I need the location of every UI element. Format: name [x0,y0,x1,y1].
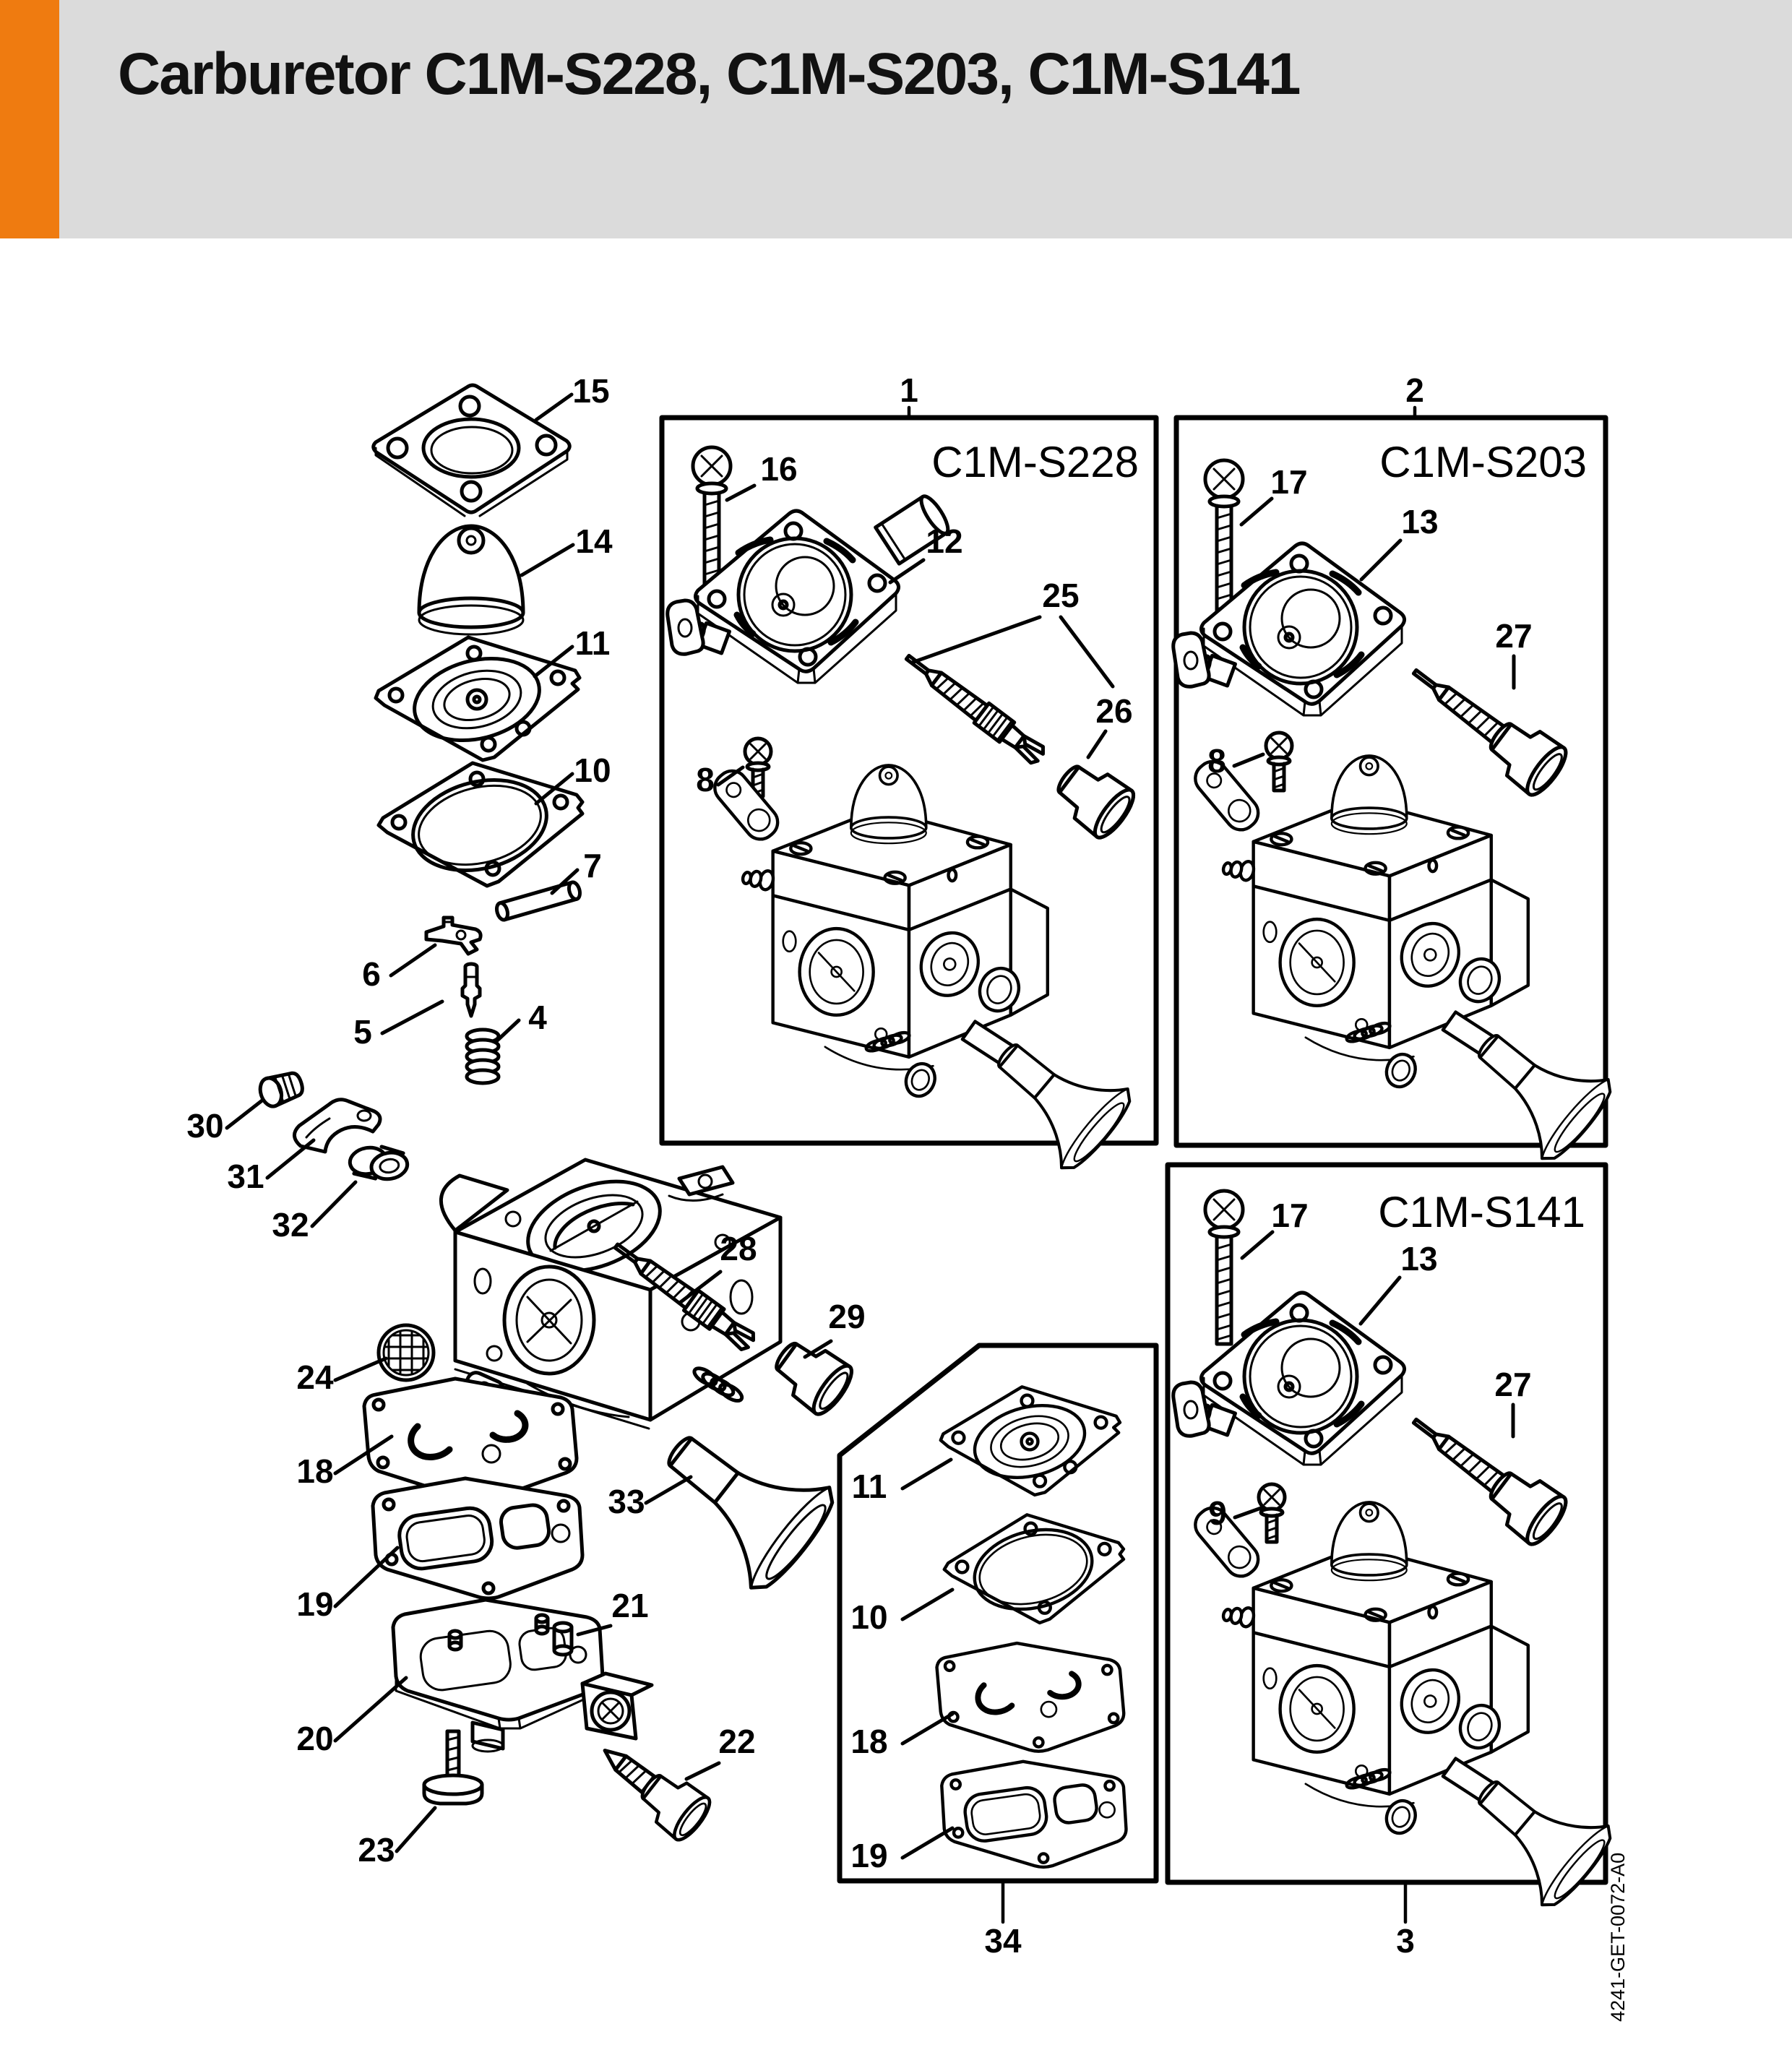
panel34-part-11-diaphragm [941,1387,1120,1495]
callout-5: 5 [353,1013,372,1051]
callout-28: 28 [720,1230,757,1267]
part-10-gasket [379,763,582,886]
callout-32: 32 [272,1206,309,1244]
panel2-callout-17: 17 [1270,463,1308,501]
part-7-pin [495,881,582,921]
callout-30: 30 [186,1107,224,1145]
part-5-inlet-needle [462,964,480,1016]
callout-31: 31 [227,1158,264,1195]
panel3-carburetor [1189,1502,1619,1914]
callout-24: 24 [296,1358,334,1396]
part-32-bushing [348,1142,409,1186]
panel34-part-10-gasket [944,1515,1124,1623]
part-6-inlet-lever [426,918,481,954]
panel3-part-13-cover [1173,1293,1405,1465]
document-code: 4241-GET-0072-A0 [1607,1852,1629,2022]
callout-18: 18 [296,1452,334,1490]
callout-29: 29 [828,1298,866,1335]
part-14-primer-bulb [419,526,523,634]
panel34-callout: 34 [984,1922,1022,1960]
panel3-part-9-screw [1259,1484,1285,1542]
panel2-part-17-screw [1205,460,1243,613]
panel1-callout-25: 25 [1042,577,1080,614]
panel-gasket-set [840,1345,1156,1960]
panel-c1m-s141 [1168,1165,1619,1960]
panel2-carburetor [1189,755,1619,1168]
panel1-model: C1M-S228 [931,438,1139,486]
callout-19: 19 [296,1585,334,1623]
part-4-spring [467,1030,499,1083]
panel34-callout-19: 19 [850,1837,888,1874]
part-15-gasket-plate [374,385,570,516]
part-22-valve [589,1730,715,1845]
panel1-part-25-needle [900,647,1048,767]
callout-14: 14 [575,522,613,560]
callout-20: 20 [296,1720,334,1757]
callout-15: 15 [572,372,610,410]
callout-10: 10 [574,751,611,789]
panel2-part-8-screw [1266,733,1292,790]
panel2-callout-8: 8 [1207,742,1226,780]
callout-33: 33 [608,1483,645,1520]
panel34-callout-11: 11 [851,1468,887,1505]
panel3-callout-9: 9 [1208,1494,1227,1532]
page-title: Carburetor C1M-S228, C1M-S203, C1M-S141 [118,41,1300,107]
callout-6: 6 [362,955,381,993]
part-19-pump-gasket [373,1478,582,1598]
panel3-callout-13: 13 [1400,1240,1438,1278]
panel3-callout: 3 [1396,1922,1415,1960]
callout-22: 22 [718,1723,756,1760]
callout-11: 11 [574,624,611,662]
callout-23: 23 [358,1831,395,1869]
part-11-diaphragm [376,637,580,760]
panel1-carburetor [709,764,1139,1177]
panel1-callout: 1 [900,371,918,409]
panel2-callout-13: 13 [1401,503,1439,540]
panel34-part-19-pump-gasket [942,1762,1126,1867]
panel3-callout-27: 27 [1494,1366,1532,1403]
panel3-model: C1M-S141 [1378,1188,1585,1236]
callout-21: 21 [611,1587,649,1624]
panel34-part-18-pump-diaphragm [937,1643,1124,1752]
callout-7: 7 [583,847,602,884]
panel1-callout-8: 8 [696,761,715,798]
panel2-callout-27: 27 [1495,617,1533,655]
panel1-part-26-sleeve [1047,753,1140,843]
panel3-part-17-screw [1205,1191,1243,1344]
panel34-callout-10: 10 [850,1598,888,1636]
panel-c1m-s203 [1173,371,1619,1168]
panel2-model: C1M-S203 [1379,438,1587,486]
callout-4: 4 [528,999,547,1036]
panel1-callout-26: 26 [1095,692,1133,730]
panel2-part-27-needle [1397,649,1572,801]
part-30-plug [257,1069,306,1109]
part-33-choke-knob [637,1398,843,1599]
panel-c1m-s228 [662,371,1156,1177]
panel1-callout-16: 16 [760,450,798,488]
panel1-callout-12: 12 [926,522,963,560]
panel34-callout-18: 18 [850,1723,888,1760]
panel3-part-27-needle [1397,1398,1572,1550]
panel3-callout-17: 17 [1271,1197,1309,1234]
part-24-screen [377,1324,435,1382]
panel2-callout: 2 [1405,371,1424,409]
